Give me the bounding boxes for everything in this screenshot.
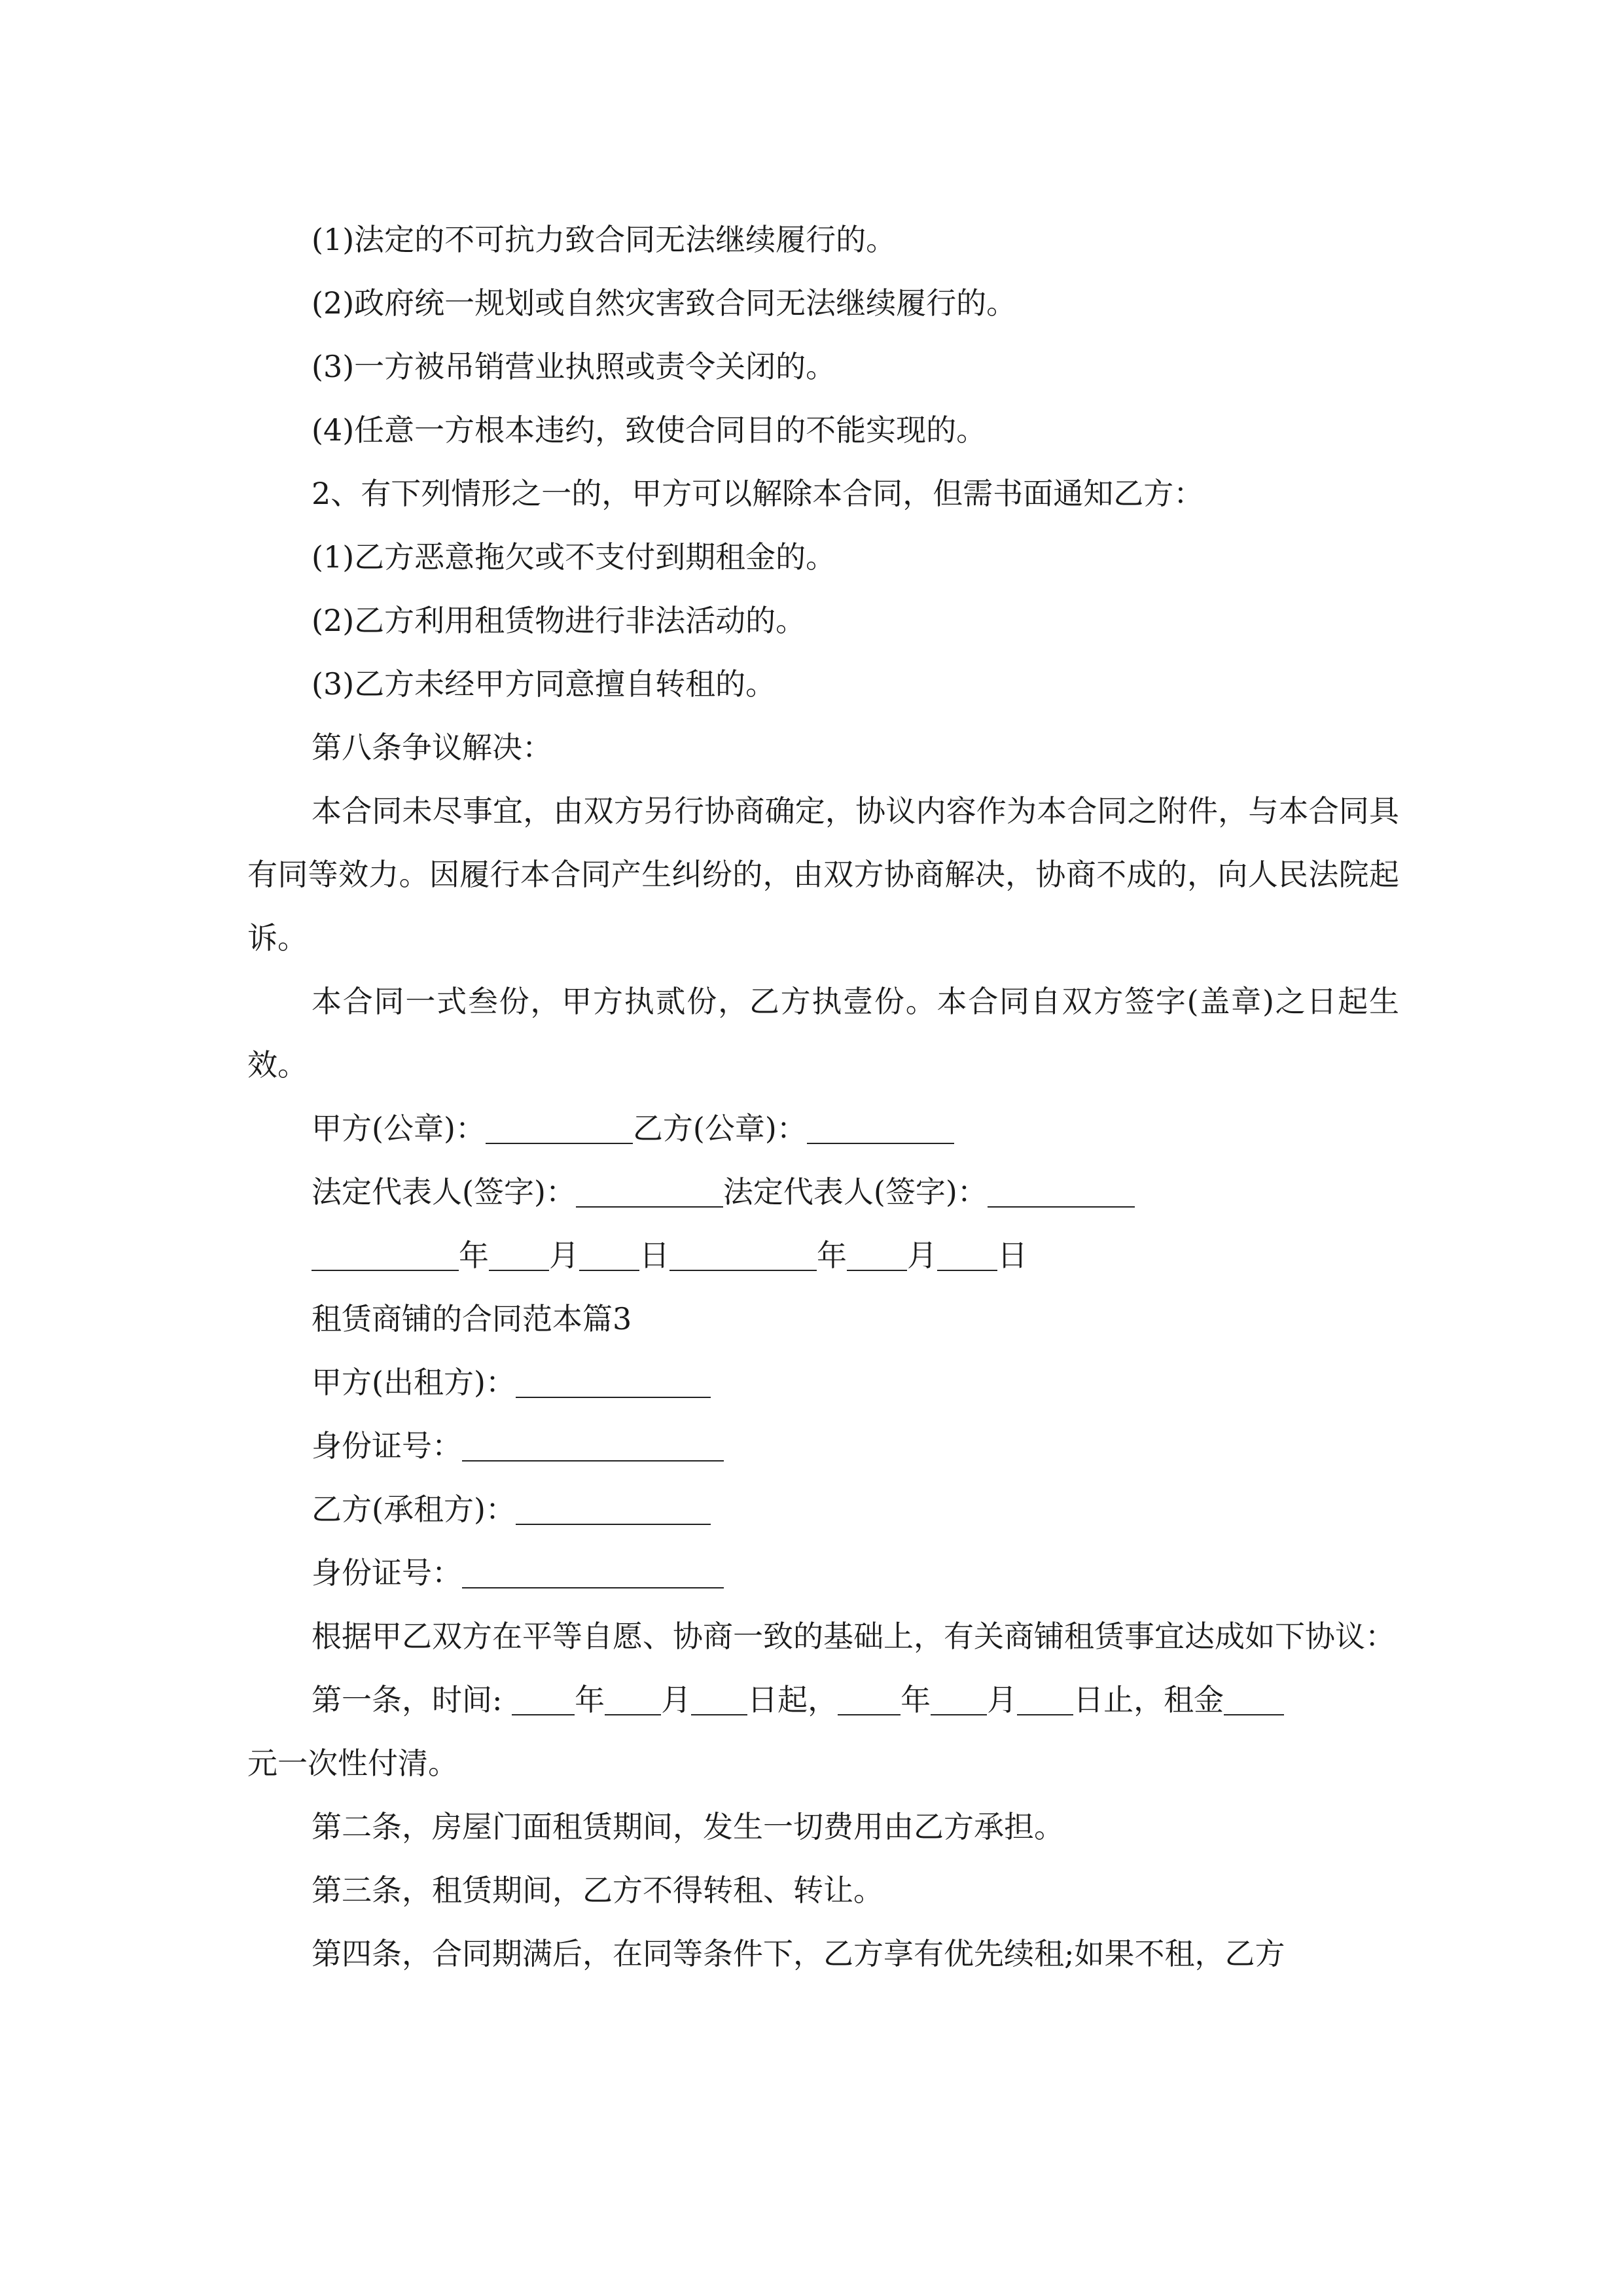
article-2: 第二条，房屋门面租赁期间，发生一切费用由乙方承担。 (312, 1809, 1064, 1844)
clause-2-3: (3)乙方未经甲方同意擅自转租的。 (312, 666, 776, 702)
party-a-seal-label: 甲方(公章)： (312, 1111, 486, 1146)
lessor-id-label: 身份证号： (312, 1428, 462, 1463)
start-day-label: 日起， (747, 1682, 838, 1717)
agreement-intro: 根据甲乙双方在平等自愿、协商一致的基础上，有关商铺租赁事宜达成如下协议： (312, 1619, 1395, 1654)
article-4: 第四条，合同期满后，在同等条件下，乙方享有优先续租;如果不租，乙方 (312, 1936, 1285, 1971)
lessee-blank[interactable] (516, 1494, 711, 1525)
article-1-prefix: 第一条，时间: (312, 1682, 503, 1717)
start-month-label: 月 (661, 1682, 692, 1717)
date-b-day-blank[interactable] (937, 1240, 997, 1271)
date-a-month-blank[interactable] (489, 1240, 549, 1271)
date-b-year-blank[interactable] (669, 1240, 817, 1271)
lessee-id-label: 身份证号： (312, 1555, 462, 1590)
clause-2-1: (1)乙方恶意拖欠或不支付到期租金的。 (312, 539, 836, 575)
dispute-paragraph: 本合同未尽事宜，由双方另行协商确定，协议内容作为本合同之附件，与本合同具有同等效力。因履行本合同产生纠纷的，由双方协商解决，协商不成的，向人民法院起诉。 (247, 793, 1399, 956)
lessor-label: 甲方(出租方)： (312, 1365, 516, 1400)
party-a-seal-blank[interactable] (486, 1113, 633, 1144)
seal-line (247, 1097, 1399, 1160)
end-day-blank[interactable] (1017, 1684, 1073, 1715)
date-a-year-blank[interactable] (312, 1240, 459, 1271)
article-1-suffix: 元一次性付清。 (247, 1746, 458, 1781)
legal-rep-a-label: 法定代表人(签字)： (312, 1174, 576, 1210)
end-year-label: 年 (901, 1682, 931, 1717)
legal-rep-b-label: 法定代表人(签字)： (722, 1174, 988, 1210)
legal-rep-b-blank[interactable] (988, 1176, 1135, 1208)
clause-1-3: (3)一方被吊销营业执照或责令关闭的。 (312, 349, 836, 384)
article-8-heading: 第八条争议解决： (312, 730, 552, 765)
party-b-seal-blank[interactable] (807, 1113, 954, 1144)
clause-2-2: (2)乙方利用租赁物进行非法活动的。 (312, 603, 806, 638)
date-b-month-blank[interactable] (847, 1240, 907, 1271)
clause-2-heading: 2、有下列情形之一的，甲方可以解除本合同，但需书面通知乙方： (312, 476, 1204, 511)
lessor-id-line (247, 1414, 1399, 1478)
article-3: 第三条，租赁期间，乙方不得转租、转让。 (312, 1873, 883, 1908)
lessee-label: 乙方(承租方)： (312, 1492, 516, 1527)
lessee-id-blank[interactable] (462, 1557, 724, 1588)
rent-amount-blank[interactable] (1224, 1684, 1284, 1715)
start-day-blank[interactable] (691, 1684, 747, 1715)
document-body (247, 208, 1399, 1986)
clause-1-2: (2)政府统一规划或自然灾害致合同无法继续履行的。 (312, 285, 1017, 321)
lessor-blank[interactable] (516, 1367, 711, 1398)
lessor-line (247, 1351, 1399, 1414)
date-line (247, 1224, 1399, 1287)
clause-1-1: (1)法定的不可抗力致合同无法继续履行的。 (312, 222, 897, 257)
party-b-seal-label: 乙方(公章)： (632, 1111, 807, 1146)
lessee-id-line (247, 1541, 1399, 1605)
legal-rep-line (247, 1160, 1399, 1224)
end-day-label: 日止，租金 (1073, 1682, 1224, 1717)
start-year-blank[interactable] (512, 1684, 575, 1715)
end-month-blank[interactable] (931, 1684, 987, 1715)
article-1-line (247, 1668, 1399, 1732)
lessor-id-blank[interactable] (462, 1430, 724, 1462)
date-b-month-label: 月 (907, 1238, 937, 1273)
date-a-day-label: 日 (639, 1238, 669, 1273)
clause-1-4: (4)任意一方根本违约，致使合同目的不能实现的。 (312, 412, 987, 448)
date-a-year-label: 年 (459, 1238, 489, 1273)
start-year-label: 年 (575, 1682, 605, 1717)
date-b-year-label: 年 (817, 1238, 847, 1273)
date-b-day-label: 日 (997, 1238, 1027, 1273)
end-month-label: 月 (987, 1682, 1018, 1717)
date-a-day-blank[interactable] (579, 1240, 639, 1271)
lessee-line (247, 1478, 1399, 1541)
end-year-blank[interactable] (838, 1684, 901, 1715)
copies-paragraph: 本合同一式叁份，甲方执贰份，乙方执壹份。本合同自双方签字(盖章)之日起生效。 (247, 984, 1399, 1083)
legal-rep-a-blank[interactable] (576, 1176, 723, 1208)
section-title: 租赁商铺的合同范本篇3 (312, 1301, 632, 1336)
date-a-month-label: 月 (549, 1238, 579, 1273)
start-month-blank[interactable] (605, 1684, 661, 1715)
